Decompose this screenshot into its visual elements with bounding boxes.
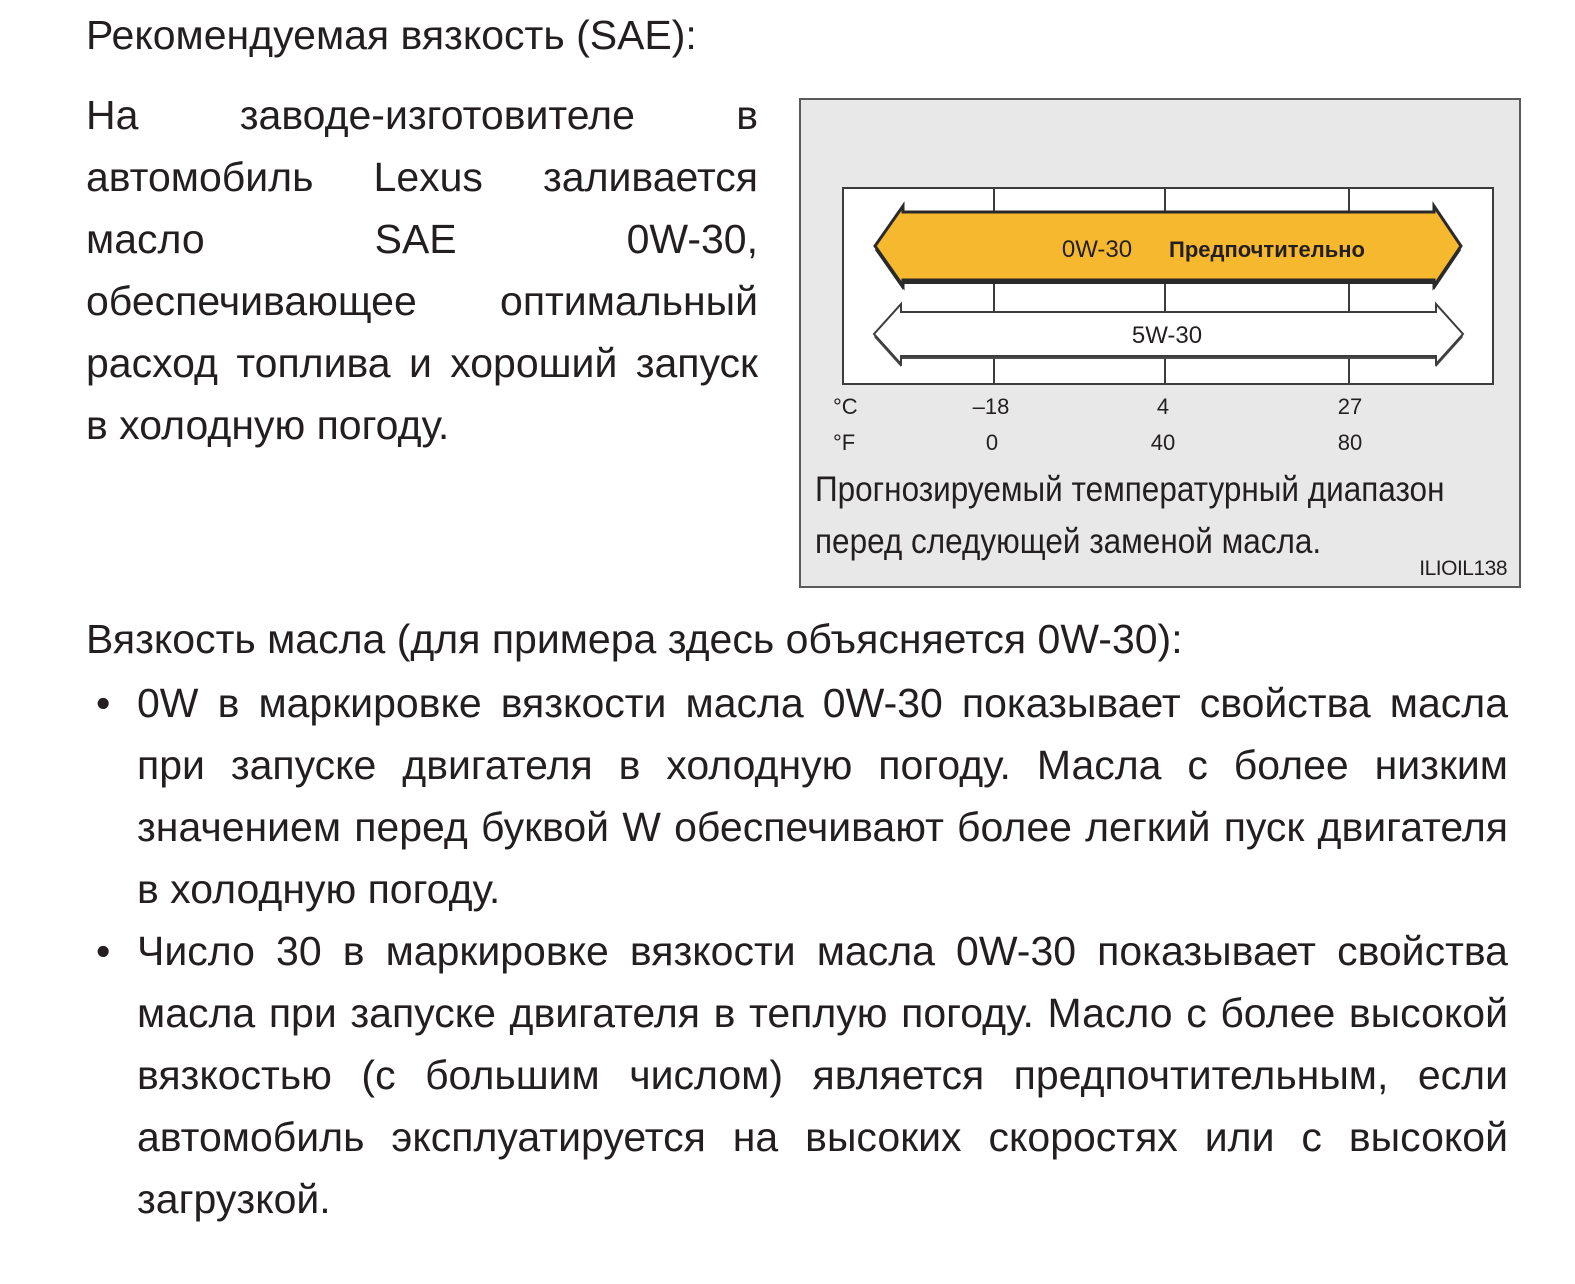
tick-label-c-27: 27: [1337, 394, 1363, 419]
bullet-marker: •: [96, 680, 111, 726]
list-item: [96, 672, 1508, 920]
scale-celsius-unit: °C: [833, 394, 858, 419]
section-heading: Рекомендуемая вязкость (SAE):: [86, 12, 697, 58]
list-item: [96, 920, 1508, 1230]
bullet-text: 0W в маркировке вязкости масла 0W-30 показывает свойства масла при запуске двигателя в холодную погоду. Масла с более низким значением перед буквой W обеспечивают более легкий пуск двигателя в холодную погоду.: [137, 680, 1508, 912]
figure-caption-line-2: перед следующей заменой масла.: [815, 522, 1322, 561]
bullet-text: Число 30 в маркировке вязкости масла 0W-30 показывает свойства масла при запуске двигателя в теплую погоду. Масло с более высокой вязкостью (с большим числом) является предпочтительным, если автомобиль эксплуатируется на высоких скоростях или с высокой загрузкой.: [137, 928, 1508, 1222]
viscosity-subheading: Вязкость масла (для примера здесь объясняется 0W-30):: [86, 616, 1183, 662]
bullet-marker: •: [96, 928, 111, 974]
bar-5w30-grade: 5W-30: [1131, 322, 1203, 349]
viscosity-bullet-list: [96, 672, 1508, 1230]
viscosity-temperature-figure: [799, 98, 1521, 588]
scale-fahrenheit-unit: °F: [833, 430, 856, 455]
tick-label-f-80: 80: [1337, 430, 1363, 455]
tick-label-c-minus18: –18: [972, 394, 1010, 419]
figure-code: ILIOIL138: [1419, 557, 1507, 580]
tick-label-f-40: 40: [1150, 430, 1176, 455]
tick-label-f-0: 0: [985, 430, 999, 455]
figure-caption: [815, 464, 1445, 568]
bar-0w30-grade: 0W-30: [1061, 236, 1133, 263]
figure-caption-line-1: Прогнозируемый температурный диапазон: [815, 470, 1445, 509]
intro-paragraph: На заводе-изготовителе в автомобиль Lexus заливается масло SAE 0W-30, обеспечивающее оптимальный расход топлива и хороший запуск в холодную погоду.: [86, 92, 758, 448]
tick-label-c-4: 4: [1156, 394, 1170, 419]
bar-0w30-note: Предпочтительно: [1169, 237, 1365, 262]
arrow-0w30: [875, 206, 1461, 286]
